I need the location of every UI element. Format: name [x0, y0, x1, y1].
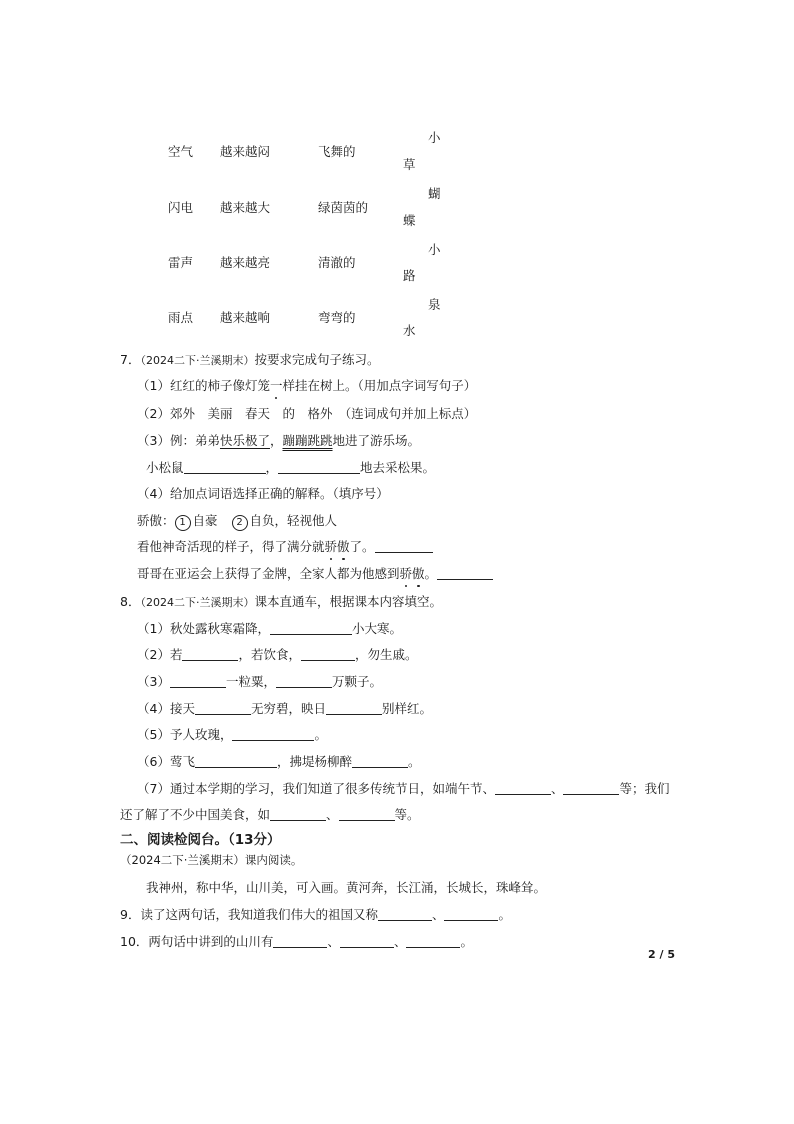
answer-blank[interactable] — [437, 565, 493, 580]
page-number: 2 / 5 — [648, 948, 675, 961]
emphasis-char: 骄 — [399, 566, 413, 581]
answer-blank[interactable] — [270, 806, 326, 821]
answer-blank[interactable] — [352, 753, 408, 768]
emphasis-char: 骄 — [324, 539, 338, 554]
answer-blank[interactable] — [326, 700, 382, 715]
question-number: 9． — [120, 907, 141, 922]
q7-item-4: （4）给加点词语选择正确的解释。（填序号） — [137, 486, 389, 501]
answer-blank[interactable] — [273, 933, 327, 948]
answer-blank[interactable] — [495, 780, 551, 795]
answer-blank[interactable] — [378, 906, 432, 921]
answer-blank[interactable] — [232, 726, 314, 741]
question-prompt: 按要求完成句子练习。 — [254, 352, 380, 367]
q7-item-2: （2）郊外 美丽 春天 的 格外 （连词成句并加上标点） — [137, 406, 477, 421]
question-number: 8． — [120, 594, 141, 609]
question-10: 10．两句话中讲到的山川有 、 、 。 — [120, 934, 473, 949]
answer-blank[interactable] — [406, 933, 460, 948]
q7-example-1: 看他神奇活现的样子，得了满分就骄傲了。 — [137, 537, 433, 555]
answer-blank[interactable] — [170, 673, 226, 688]
option-number: 2 — [232, 515, 248, 531]
match-object-char: 泉 — [428, 297, 441, 312]
q8-item-7-continued: 还了解了不少中国美食，如 、 等。 — [120, 807, 420, 822]
q8-item-2: （2）若 ，若饮食， ，勿生戚。 — [137, 647, 418, 662]
match-object-char: 水 — [403, 323, 416, 338]
match-change: 越来越响 — [220, 310, 271, 325]
match-change: 越来越闷 — [220, 144, 271, 159]
answer-blank[interactable] — [270, 620, 352, 635]
underlined-phrase: 蹦蹦跳跳 — [282, 433, 333, 448]
match-noun: 雷声 — [168, 255, 194, 270]
match-change: 越来越亮 — [220, 255, 271, 270]
section-title: 二、阅读检阅台。（13分） — [120, 832, 281, 848]
emphasis-char: 一 — [269, 378, 283, 393]
q7-item-3-example: （3）例：弟弟快乐极了，蹦蹦跳跳地进了游乐场。 — [137, 433, 421, 448]
question-8-header — [120, 592, 442, 610]
question-7-header — [120, 350, 379, 368]
q8-item-1: （1）秋处露秋寒霜降， 小大寒。 — [137, 621, 402, 636]
q8-item-7: （7）通过本学期的学习，我们知道了很多传统节日，如端午节、 、 等；我们 — [137, 781, 670, 796]
underlined-phrase: 快乐极了 — [219, 433, 270, 448]
answer-blank[interactable] — [184, 459, 266, 474]
reading-passage: 我神州，称中华，山川美，可入画。黄河奔，长江涌，长城长，珠峰耸。 — [146, 880, 547, 895]
answer-blank[interactable] — [444, 906, 498, 921]
match-change: 越来越大 — [220, 200, 271, 215]
answer-blank[interactable] — [301, 646, 355, 661]
question-9: 9．读了这两句话，我知道我们伟大的祖国又称 、 。 — [120, 907, 511, 922]
match-adj: 绿茵茵的 — [318, 200, 369, 215]
answer-blank[interactable] — [195, 753, 277, 768]
match-object-char: 草 — [403, 157, 416, 172]
q8-item-4: （4）接天 无穷碧，映日 别样红。 — [137, 701, 432, 716]
match-object-char: 小 — [428, 242, 441, 257]
match-object-char: 路 — [403, 268, 416, 283]
match-object-char: 小 — [428, 130, 441, 145]
question-number: 7． — [120, 352, 141, 367]
match-object-char: 蝶 — [403, 213, 416, 228]
question-prompt: 课本直通车，根据课本内容填空。 — [254, 594, 442, 609]
answer-blank[interactable] — [276, 673, 332, 688]
q7-item-1: （1）红红的柿子像灯笼一样挂在树上。（用加点字词写句子） — [137, 378, 477, 393]
match-adj: 清澈的 — [318, 255, 356, 270]
question-number: 10． — [120, 934, 149, 949]
emphasis-char: 傲 — [412, 566, 425, 581]
match-noun: 空气 — [168, 144, 194, 159]
answer-blank[interactable] — [195, 700, 251, 715]
answer-blank[interactable] — [339, 806, 395, 821]
match-noun: 闪电 — [168, 200, 194, 215]
match-adj: 弯弯的 — [318, 310, 356, 325]
emphasis-char: 傲 — [337, 539, 350, 554]
q7-definitions: 骄傲： 1 自豪 2 自负，轻视他人 — [137, 511, 337, 531]
option-number: 1 — [175, 515, 191, 531]
q8-item-5: （5）予人玫瑰， 。 — [137, 727, 327, 742]
answer-blank[interactable] — [182, 646, 238, 661]
section-source: （2024二下·兰溪期末）课内阅读。 — [120, 853, 303, 867]
q8-item-3: （3） 一粒粟， 万颗子。 — [137, 674, 382, 689]
match-object-char: 蝴 — [428, 186, 441, 201]
answer-blank[interactable] — [563, 780, 619, 795]
q7-example-2: 哥哥在亚运会上获得了金牌，全家人都为他感到骄傲。 — [137, 564, 493, 582]
match-noun: 雨点 — [168, 310, 194, 325]
question-source: （2024二下·兰溪期末） — [140, 596, 255, 609]
answer-blank[interactable] — [375, 538, 433, 553]
q7-item-3-answer: 小松鼠 ， 地去采松果。 — [146, 460, 436, 475]
answer-blank[interactable] — [278, 459, 360, 474]
q8-item-6: （6）莺飞 ，拂堤杨柳醉 。 — [137, 754, 421, 769]
question-source: （2024二下·兰溪期末） — [140, 354, 255, 367]
match-adj: 飞舞的 — [318, 144, 356, 159]
answer-blank[interactable] — [340, 933, 394, 948]
